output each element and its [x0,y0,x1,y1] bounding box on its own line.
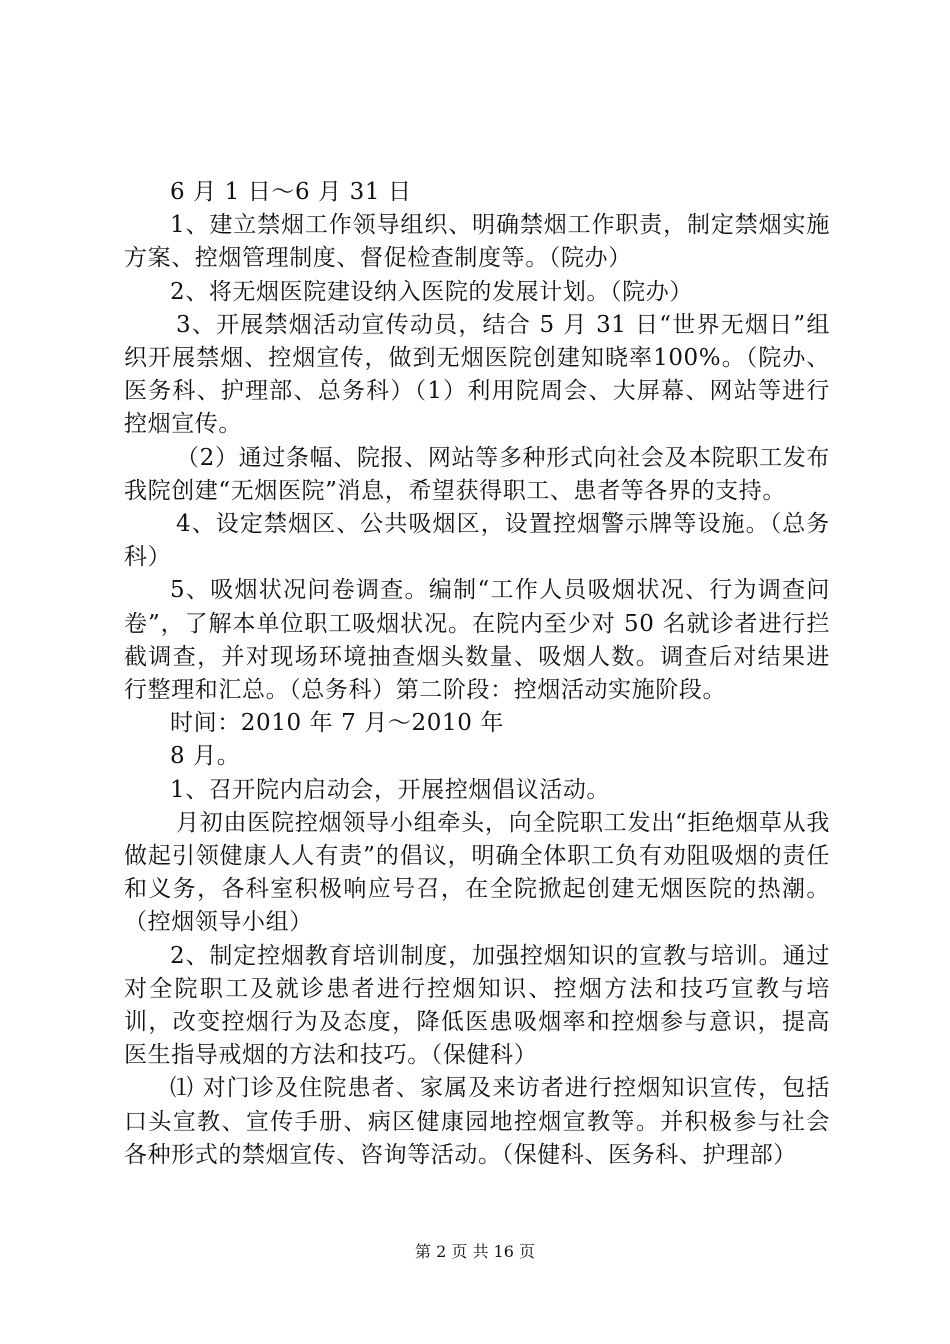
paragraph-initiative: 月初由医院控烟领导小组牵头，向全院职工发出“拒绝烟草从我做起引领健康人人有责”的倡议，明确全体职工负有劝阻吸烟的责任和义务，各科室积极响应号召，在全院掀起创建无烟医院的热潮。（控烟领导小组） [124,809,830,936]
paragraph-item-5: 5、吸烟状况问卷调查。编制“工作人员吸烟状况、行为调查问卷”，了解本单位职工吸烟状况。在院内至少对 50 名就诊者进行拦截调查，并对现场环境抽查烟头数量、吸烟人数。调查后对结果进行整理和汇总。（总务科）第二阶段：控烟活动实施阶段。 [124,577,830,704]
paragraph-item-1: 1、建立禁烟工作领导组织、明确禁烟工作职责，制定禁烟实施方案、控烟管理制度、督促检查制度等。（院办） [124,212,830,272]
paragraph-stage2-item-2-sub-1: ⑴ 对门诊及住院患者、家属及来访者进行控烟知识宣传，包括口头宣教、宣传手册、病区健康园地控烟宣教等。并积极参与社会各种形式的禁烟宣传、咨询等活动。（保健科、医务科、护理部） [124,1075,830,1168]
paragraph-item-3-sub-2: （2）通过条幅、院报、网站等多种形式向社会及本院职工发布我院创建“无烟医院”消息，希望获得职工、患者等各界的支持。 [124,444,830,504]
paragraph-month: 8 月。 [170,743,241,770]
paragraph-stage2-item-2: 2、制定控烟教育培训制度，加强控烟知识的宣教与培训。通过对全院职工及就诊患者进行控烟知识、控烟方法和技巧宣教与培训，改变控烟行为及态度，降低医患吸烟率和控烟参与意识，提高医生指导戒烟的方法和技巧。（保健科） [124,942,830,1069]
page-footer: 第 2 页 共 16 页 [415,1242,535,1261]
paragraph-item-4: 4、设定禁烟区、公共吸烟区，设置控烟警示牌等设施。（总务科） [124,511,830,571]
paragraph-item-2: 2、将无烟医院建设纳入医院的发展计划。（院办） [170,278,693,305]
paragraph-date-range: 6 月 1 日～6 月 31 日 [170,179,412,205]
document-body [124,176,830,1172]
paragraph-time: 时间：2010 年 7 月～2010 年 [170,710,504,737]
paragraph-item-3: 3、开展禁烟活动宣传动员，结合 5 月 31 日“世界无烟日”组织开展禁烟、控烟宣传，做到无烟医院创建知晓率100%。（院办、医务科、护理部、总务科）（1）利用院周会、大屏幕、网站等进行控烟宣传。 [124,311,830,438]
paragraph-stage2-item-1: 1、召开院内启动会，开展控烟倡议活动。 [170,776,611,803]
